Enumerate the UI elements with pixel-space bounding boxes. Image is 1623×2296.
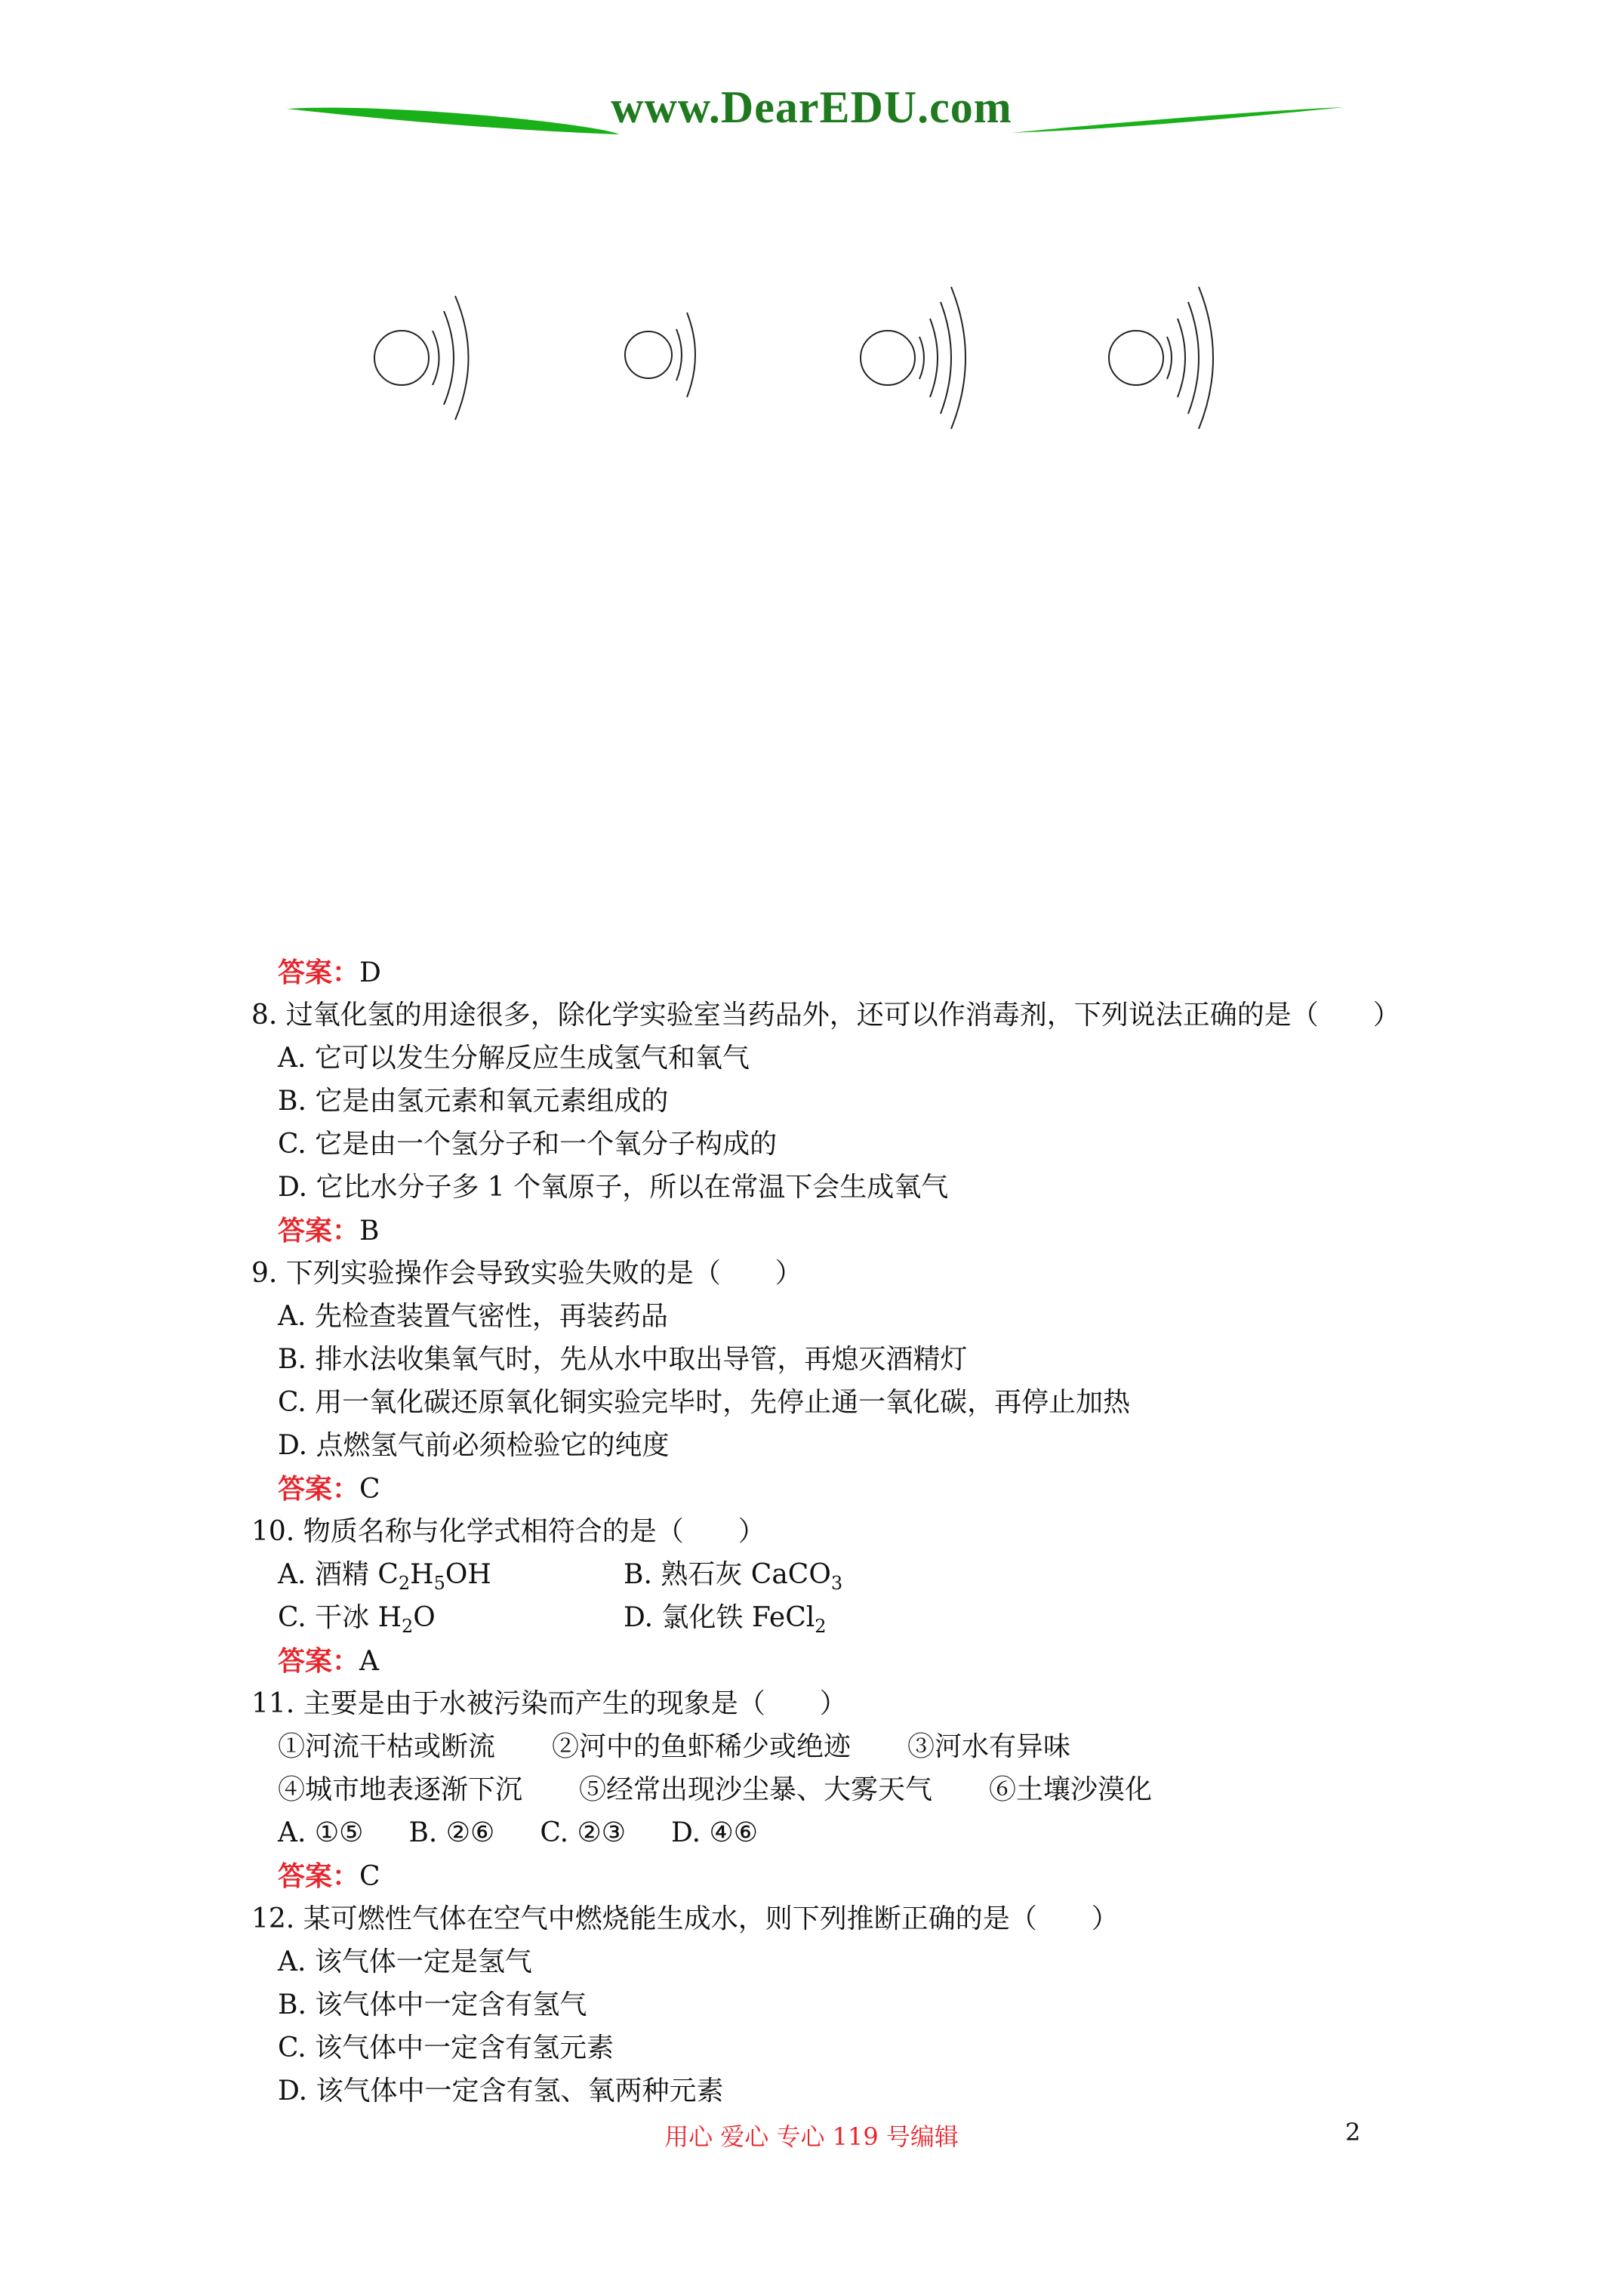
question-9-option-c: C. 用一氧化碳还原氧化铜实验完毕时，先停止通一氧化碳，再停止加热 [278, 1387, 1131, 1418]
choice-c: C. ②③ [540, 1817, 627, 1848]
phenomenon-1: ①河流干枯或断流 [278, 1731, 496, 1762]
answer-value: D [359, 957, 381, 988]
choice-d: D. ④⑥ [671, 1817, 759, 1848]
question-11-choices [278, 1818, 758, 1848]
question-9-option-d: D. 点燃氢气前必须检验它的纯度 [278, 1430, 670, 1461]
question-11-phenomena-row-1 [278, 1732, 1070, 1762]
formula-subscript: 5 [433, 1573, 445, 1594]
question-12-stem: 12. 某可燃性气体在空气中燃烧能生成水，则下列推断正确的是（ ） [251, 1903, 1119, 1934]
formula-part: FeCl [751, 1602, 815, 1633]
question-8-option-b: B. 它是由氢元素和氧元素组成的 [278, 1086, 669, 1117]
question-9-option-a: A. 先检查装置气密性，再装药品 [278, 1301, 668, 1332]
answer-8 [278, 1216, 379, 1247]
atom-figure-1 [374, 296, 469, 420]
phenomenon-2: ②河中的鱼虾稀少或绝迹 [552, 1731, 852, 1762]
option-label: D. 氯化铁 [624, 1602, 752, 1633]
question-11-phenomena-row-2 [278, 1775, 1152, 1805]
formula-part: CaCO [750, 1559, 831, 1590]
atom-figure-4 [1109, 287, 1213, 429]
question-12-option-b: B. 该气体中一定含有氢气 [278, 1989, 587, 2020]
question-10-stem: 10. 物质名称与化学式相符合的是（ ） [251, 1516, 765, 1547]
answer-value: B [359, 1216, 380, 1247]
phenomenon-3: ③河水有异味 [907, 1731, 1071, 1762]
answer-10 [278, 1646, 379, 1677]
answer-7 [278, 957, 381, 988]
option-label: C. 干冰 [278, 1602, 378, 1633]
phenomenon-5: ⑤经常出现沙尘暴、大雾天气 [579, 1774, 933, 1805]
page-number: 2 [1345, 2118, 1361, 2147]
question-10-option-d [624, 1602, 827, 1637]
answer-label: 答案： [278, 1473, 360, 1505]
formula-subscript: 3 [830, 1573, 843, 1594]
answer-value: C [359, 1474, 380, 1505]
question-10-option-c [278, 1602, 436, 1637]
question-9-option-b: B. 排水法收集氧气时，先从水中取出导管，再熄灭酒精灯 [278, 1344, 968, 1375]
option-label: A. 酒精 [278, 1559, 378, 1590]
formula-part: OH [445, 1559, 491, 1590]
answer-11 [278, 1861, 380, 1892]
question-8-stem: 8. 过氧化氢的用途很多，除化学实验室当药品外，还可以作消毒剂，下列说法正确的是（ ） [251, 1000, 1400, 1031]
atom-figure-2 [625, 313, 695, 397]
question-8-option-a: A. 它可以发生分解反应生成氢气和氧气 [278, 1043, 750, 1074]
answer-value: A [359, 1646, 380, 1677]
question-12-option-c: C. 该气体中一定含有氢元素 [278, 2032, 614, 2063]
phenomenon-6: ⑥土壤沙漠化 [989, 1774, 1153, 1805]
answer-label: 答案： [278, 1215, 360, 1247]
formula-part: H [410, 1559, 434, 1590]
question-11-stem: 11. 主要是由于水被污染而产生的现象是（ ） [251, 1688, 847, 1719]
answer-label: 答案： [278, 957, 360, 988]
choice-b: B. ②⑥ [408, 1817, 495, 1848]
site-logo-text: www.DearEDU.com [611, 82, 1012, 132]
answer-value: C [359, 1861, 380, 1892]
choice-a: A. ①⑤ [278, 1817, 364, 1848]
atom-figure-3 [861, 287, 965, 429]
phenomenon-4: ④城市地表逐渐下沉 [278, 1774, 523, 1805]
formula-part: O [413, 1602, 436, 1633]
formula-subscript: 2 [398, 1573, 411, 1594]
answer-label: 答案： [278, 1860, 360, 1892]
question-8-option-c: C. 它是由一个氢分子和一个氧分子构成的 [278, 1129, 778, 1160]
question-8-option-d: D. 它比水分子多 1 个氧原子，所以在常温下会生成氧气 [278, 1172, 949, 1203]
answer-label: 答案： [278, 1645, 360, 1677]
question-12-option-a: A. 该气体一定是氢气 [278, 1946, 532, 1977]
formula-subscript: 2 [815, 1616, 827, 1637]
question-12-option-d: D. 该气体中一定含有氢、氧两种元素 [278, 2076, 724, 2106]
option-label: B. 熟石灰 [624, 1559, 751, 1590]
question-10-option-b [624, 1559, 843, 1594]
formula-subscript: 2 [402, 1616, 414, 1637]
question-10-option-a [278, 1559, 491, 1594]
answer-9 [278, 1474, 380, 1505]
page-footer: 用心 爱心 专心 119 号编辑 [664, 2122, 959, 2151]
formula-part: C [377, 1559, 399, 1590]
question-9-stem: 9. 下列实验操作会导致实验失败的是（ ） [251, 1258, 802, 1289]
atom-diagrams [355, 279, 1306, 430]
formula-part: H [377, 1602, 402, 1633]
